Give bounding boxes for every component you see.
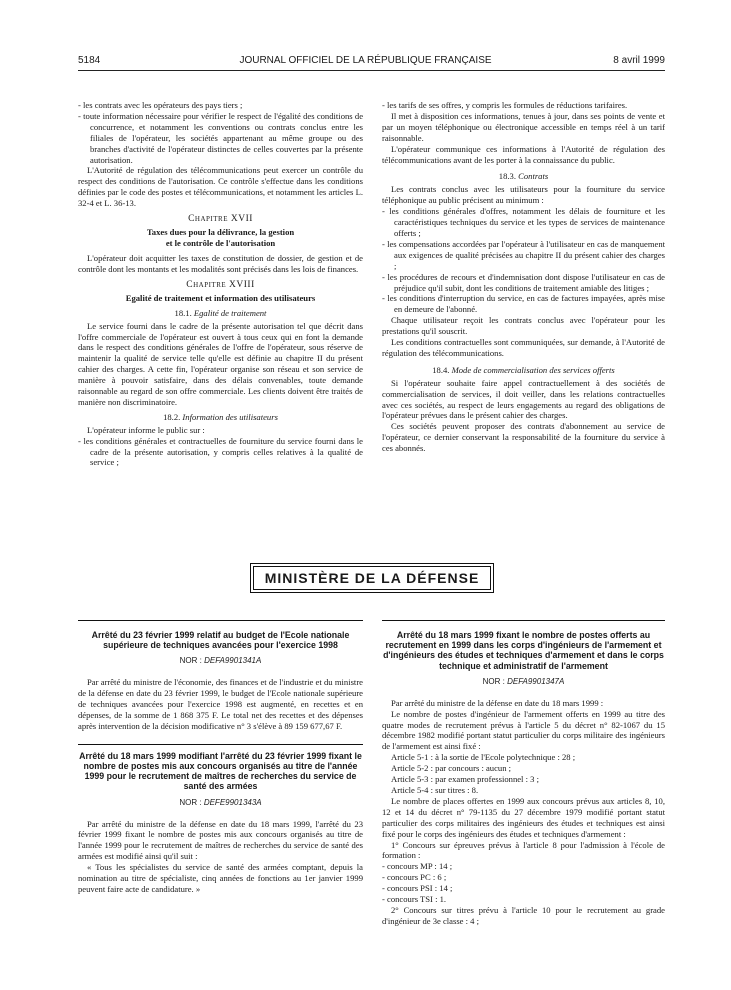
paragraph: Chaque utilisateur reçoit les contrats conclus avec l'opérateur pour les prestations qu'il souscrit. (382, 315, 665, 337)
nor-reference: NOR : DEFA9901347A (482, 676, 565, 686)
issue-date: 8 avril 1999 (613, 55, 665, 66)
paragraph: Le nombre de places offertes en 1999 aux concours prévus aux articles 8, 10, 12 et 14 du décret n° 79-1135 du 27 décembre 1979 modifié portant statut particulier des corps militaires des ingénieurs des études et techniques est ainsi fixé pour le corps des ingénieurs des études et techniques d'armement : (382, 795, 665, 839)
article-title: Arrêté du 23 février 1999 relatif au budget de l'Ecole nationale supérieure de techniques avancées pour l'exercice 1998 (91, 630, 350, 651)
info-list-continued (382, 100, 665, 111)
header-rule (78, 70, 665, 71)
list-item: - les conditions générales et contractuelles de fourniture du service fourni dans le cadre de la présente autorisation, y compris celles relatives à la qualité de service ; (78, 436, 363, 469)
paragraph: Les contrats conclus avec les utilisateurs pour la fourniture du service téléphonique au public précisent au minimum : (382, 184, 665, 206)
section-heading: 18.1. Egalité de traitement (174, 307, 267, 318)
paragraph: Par arrêté du ministre de l'économie, des finances et de l'industrie et du ministre de la défense en date du 23 février 1999, le budget de l'Ecole nationale supérieure de techniques avancées pour l'exercice 1998 est augmenté, en recettes et en dépenses, de la somme de 1 868 375 F. Le total net des recettes et des dépenses après intervention de la décision modificative n° 3 s'élève à 89 159 677,67 F. (78, 677, 363, 731)
paragraph: Par arrêté du ministre de la défense en date du 18 mars 1999, l'arrêté du 23 février 1999 fixant le nombre de postes mis aux concours organisés au titre de l'année 1999 pour le recrutement de maîtres de recherches du service de santé des armées est modifié ainsi qu'il suit : (78, 818, 363, 862)
list-item: - concours MP : 14 ; (382, 861, 665, 872)
list-item: - les compensations accordées par l'opérateur à l'utilisateur en cas de manquement aux exigences de qualité précisées au chapitre II du présent cahier des charges ; (382, 239, 665, 272)
article-line: Article 5-3 : par examen professionnel : 3 ; (391, 774, 539, 785)
list-item: - concours PC : 6 ; (382, 872, 665, 883)
chapter-heading: Chapitre XVIII (186, 279, 255, 290)
left-column-top (78, 100, 363, 468)
left-column-bottom (78, 630, 363, 895)
paragraph: L'opérateur informe le public sur : (87, 424, 205, 435)
contract-list (382, 206, 665, 315)
chapter-title: Egalité de traitement et information des utilisateurs (125, 292, 316, 303)
list-item: - les contrats avec les opérateurs des pays tiers ; (78, 100, 363, 111)
ministry-banner: MINISTÈRE DE LA DÉFENSE (253, 566, 491, 590)
list-item: - les conditions générales d'offres, notamment les délais de fourniture et les caractéristiques techniques du service et les types de services de maintenance offerts ; (382, 206, 665, 239)
paragraph: L'Autorité de régulation des télécommunications peut exercer un contrôle du respect des conditions de l'autorisation. Ce contrôle s'effectue dans les conditions définies par le code des postes et télécommunications, et notamment les articles L. 32-4 et L. 36-13. (78, 165, 363, 209)
paragraph: Les conditions contractuelles sont communiquées, sur demande, à l'Autorité de régulation des télécommunications. (382, 337, 665, 358)
article-rule (382, 620, 665, 621)
nor-reference: NOR : DEFA9901341A (179, 656, 262, 666)
article-rule (78, 620, 363, 621)
section-heading: 18.3. Contrats (498, 171, 549, 182)
journal-title: JOURNAL OFFICIEL DE LA RÉPUBLIQUE FRANÇAISE (239, 55, 492, 66)
info-list-a (78, 100, 363, 165)
list-item: - concours TSI : 1. (382, 894, 665, 905)
paragraph: Ces sociétés peuvent proposer des contrats d'abonnement au service de l'opérateur, ce dernier conservant la responsabilité de la fourniture du service à ces abonnés. (382, 421, 665, 454)
list-item: - toute information nécessaire pour vérifier le respect de l'égalité des conditions de concurrence, et notamment les conventions ou contrats conclus entre les filiales de l'opérateur, les sociétés appartenant au même groupe ou des branches d'activité de l'opérateur distinctes de celles couvertes par la présente autorisation. (78, 111, 363, 166)
paragraph: 1° Concours sur épreuves prévus à l'article 8 pour l'admission à l'école de formation : (382, 839, 665, 861)
paragraph: Il met à disposition ces informations, tenues à jour, dans ses points de vente et par un moyen téléphonique ou électronique accessible en temps réel à un tarif raisonnable. (382, 110, 665, 143)
paragraph: Si l'opérateur souhaite faire appel contractuellement à des sociétés de commercialisation de services, il doit veiller, dans les relations contractuelles avec ces sociétés, au respect de leurs engagements au regard des obligations de l'opérateur prévues dans le présent cahier des charges. (382, 377, 665, 421)
paragraph: Le service fourni dans le cadre de la présente autorisation tel que décrit dans l'offre commerciale de l'opérateur est ouvert à tous ceux qui en font la demande dans le respect des conditions générales de l'offre de l'opérateur, sous réserve de maintenir la qualité de service telle qu'elle est définie au chapitre II du présent cahier des charges. A cette fin, l'opérateur organise son réseau et son service de manière à pouvoir satisfaire, dans des délais convenables, toute demande raisonnable au regard de son offre commerciale. Les clients doivent être traités de manière non discriminatoire. (78, 320, 363, 407)
nor-reference: NOR : DEFE9901343A (179, 797, 262, 807)
paragraph: Le nombre de postes d'ingénieur de l'armement offerts en 1999 au titre des quatre modes de recrutement prévus à l'article 5 du décret n° 82-1067 du 15 décembre 1982 modifié portant statut particulier du corps militaire des ingénieurs de l'armement est ainsi fixé : (382, 708, 665, 752)
info-list-b (78, 436, 363, 469)
article-title: Arrêté du 18 mars 1999 modifiant l'arrêté du 23 février 1999 fixant le nombre de postes mis aux concours organisés au titre de l'année 1999 pour le recrutement de maîtres de recherches du service de santé des armées (79, 750, 362, 792)
list-item: - les conditions d'interruption du service, en cas de factures impayées, après mise en demeure de l'abonné. (382, 293, 665, 315)
chapter-heading: Chapitre XVII (188, 214, 253, 225)
quoted-paragraph: « Tous les spécialistes du service de santé des armées comptant, depuis la nomination au titre de spécialiste, cinq années de fonctions au 1er janvier 1999 peuvent faire acte de candidature. » (78, 862, 363, 894)
article-title: Arrêté du 18 mars 1999 fixant le nombre de postes offerts au recrutement en 1999 dans les corps d'ingénieurs de l'armement et d'ingénieurs des études et techniques d'armement et dans le corps technique et administratif de l'armement (383, 630, 664, 671)
paragraph: 2° Concours sur titres prévu à l'article 10 pour le recrutement au grade d'ingénieur de 3e classe : 4 ; (382, 904, 665, 926)
list-item: - les procédures de recours et d'indemnisation dont dispose l'utilisateur en cas de préjudice qu'il subit, dont les conditions de traitement amiable des litiges ; (382, 272, 665, 294)
section-heading: 18.4. Mode de commercialisation des services offerts (432, 364, 615, 375)
paragraph: L'opérateur doit acquitter les taxes de constitution de dossier, de gestion et de contrôle dont les montants et les modalités sont précisés dans les lois de finances. (78, 252, 363, 274)
article-rule (78, 744, 363, 745)
page-number: 5184 (78, 55, 101, 66)
right-column-bottom (382, 630, 665, 927)
article-line: Article 5-1 : à la sortie de l'Ecole polytechnique : 28 ; (391, 752, 576, 763)
list-item: - concours PSI : 14 ; (382, 883, 665, 894)
concours-list (382, 861, 665, 905)
article-line: Article 5-4 : sur titres : 8. (391, 784, 479, 795)
list-item: - les tarifs de ses offres, y compris les formules de réductions tarifaires. (382, 100, 665, 111)
chapter-title: Taxes dues pour la délivrance, la gestion et le contrôle de l'autorisation (146, 226, 295, 248)
article-line: Article 5-2 : par concours : aucun ; (391, 763, 512, 774)
section-heading: 18.2. Information des utilisateurs (163, 411, 278, 422)
paragraph: L'opérateur communique ces informations à l'Autorité de régulation des télécommunications avant de les porter à la connaissance du public. (382, 143, 665, 165)
paragraph: Par arrêté du ministre de la défense en date du 18 mars 1999 : (391, 697, 604, 708)
right-column-top (382, 100, 665, 454)
